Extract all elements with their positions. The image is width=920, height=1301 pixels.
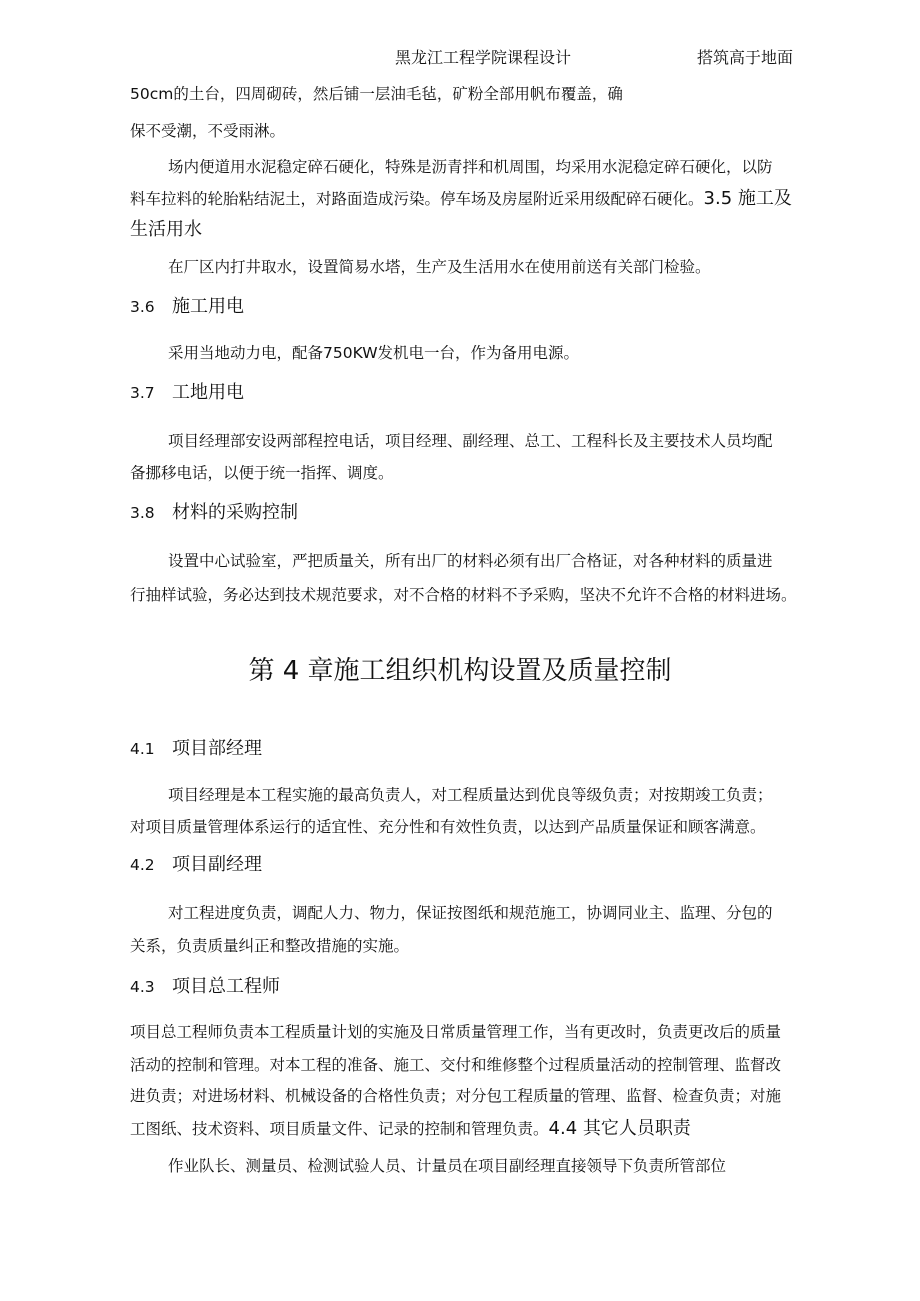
manager-line-1: 项目经理是本工程实施的最高负责人，对工程质量达到优良等级负责；对按期竣工负责； [168, 786, 773, 804]
chief-line-3: 进负责；对进场材料、机械设备的合格性负责；对分包工程质量的管理、监督、检查负责；对施 [130, 1087, 782, 1105]
road-line-2: 料车拉料的轮胎粘结泥土，对路面造成污染。停车场及房屋附近采用级配碎石硬化。3.5 施工及 [130, 188, 792, 209]
phone-line-1: 项目经理部安设两部程控电话，项目经理、副经理、总工、工程科长及主要技术人员均配 [168, 432, 773, 450]
section-3-5-heading: 3.5 施工及 [703, 188, 792, 209]
road-line-3: 生活用水 [130, 219, 202, 240]
deputy-line-2: 关系，负责质量纠正和整改措施的实施。 [130, 937, 410, 955]
intro-line-1: 50cm的土台，四周砌砖，然后铺一层油毛毡，矿粉全部用帆布覆盖，确 [130, 85, 623, 103]
chief-line-1: 项目总工程师负责本工程质量计划的实施及日常质量管理工作，当有更改时，负责更改后的质量 [130, 1023, 782, 1041]
deputy-line-1: 对工程进度负责，调配人力、物力，保证按图纸和规范施工，协调同业主、监理、分包的 [168, 904, 773, 922]
section-4-4-heading: 4.4 其它人员职责 [548, 1118, 691, 1139]
chief-line-4: 工图纸、技术资料、项目质量文件、记录的控制和管理负责。4.4 其它人员职责 [130, 1118, 691, 1139]
phone-line-2: 备挪移电话，以便于统一指挥、调度。 [130, 464, 394, 482]
others-paragraph: 作业队长、测量员、检测试验人员、计量员在项目副经理直接领导下负责所管部位 [168, 1157, 727, 1175]
water-paragraph: 在厂区内打井取水，设置简易水塔，生产及生活用水在使用前送有关部门检验。 [168, 258, 711, 276]
chapter-title: 第 4 章施工组织机构设置及质量控制 [248, 656, 672, 686]
material-line-1: 设置中心试验室，严把质量关，所有出厂的材料必须有出厂合格证，对各种材料的质量进 [168, 552, 773, 570]
section-3-6-heading: 3.6 施工用电 [130, 296, 244, 317]
section-4-1-heading: 4.1 项目部经理 [130, 738, 262, 759]
intro-line-2: 保不受潮，不受雨淋。 [130, 122, 286, 140]
header-topic: 搭筑高于地面 [697, 48, 794, 67]
road-line-1: 场内便道用水泥稳定碎石硬化，特殊是沥青拌和机周围，均采用水泥稳定碎石硬化，以防 [168, 158, 773, 176]
section-3-7-heading: 3.7 工地用电 [130, 382, 244, 403]
section-4-3-heading: 4.3 项目总工程师 [130, 976, 280, 997]
material-line-2: 行抽样试验，务必达到技术规范要求，对不合格的材料不予采购，坚决不允许不合格的材料进场。 [130, 586, 797, 604]
manager-line-2: 对项目质量管理体系运行的适宜性、充分性和有效性负责，以达到产品质量保证和顾客满意。 [130, 818, 766, 836]
section-4-2-heading: 4.2 项目副经理 [130, 854, 262, 875]
power-paragraph: 采用当地动力电，配备750KW发机电一台，作为备用电源。 [168, 344, 580, 362]
chief-line-2: 活动的控制和管理。对本工程的准备、施工、交付和维修整个过程质量活动的控制管理、监督改 [130, 1056, 782, 1074]
header-school: 黑龙江工程学院课程设计 [395, 48, 572, 67]
section-3-8-heading: 3.8 材料的采购控制 [130, 502, 298, 523]
